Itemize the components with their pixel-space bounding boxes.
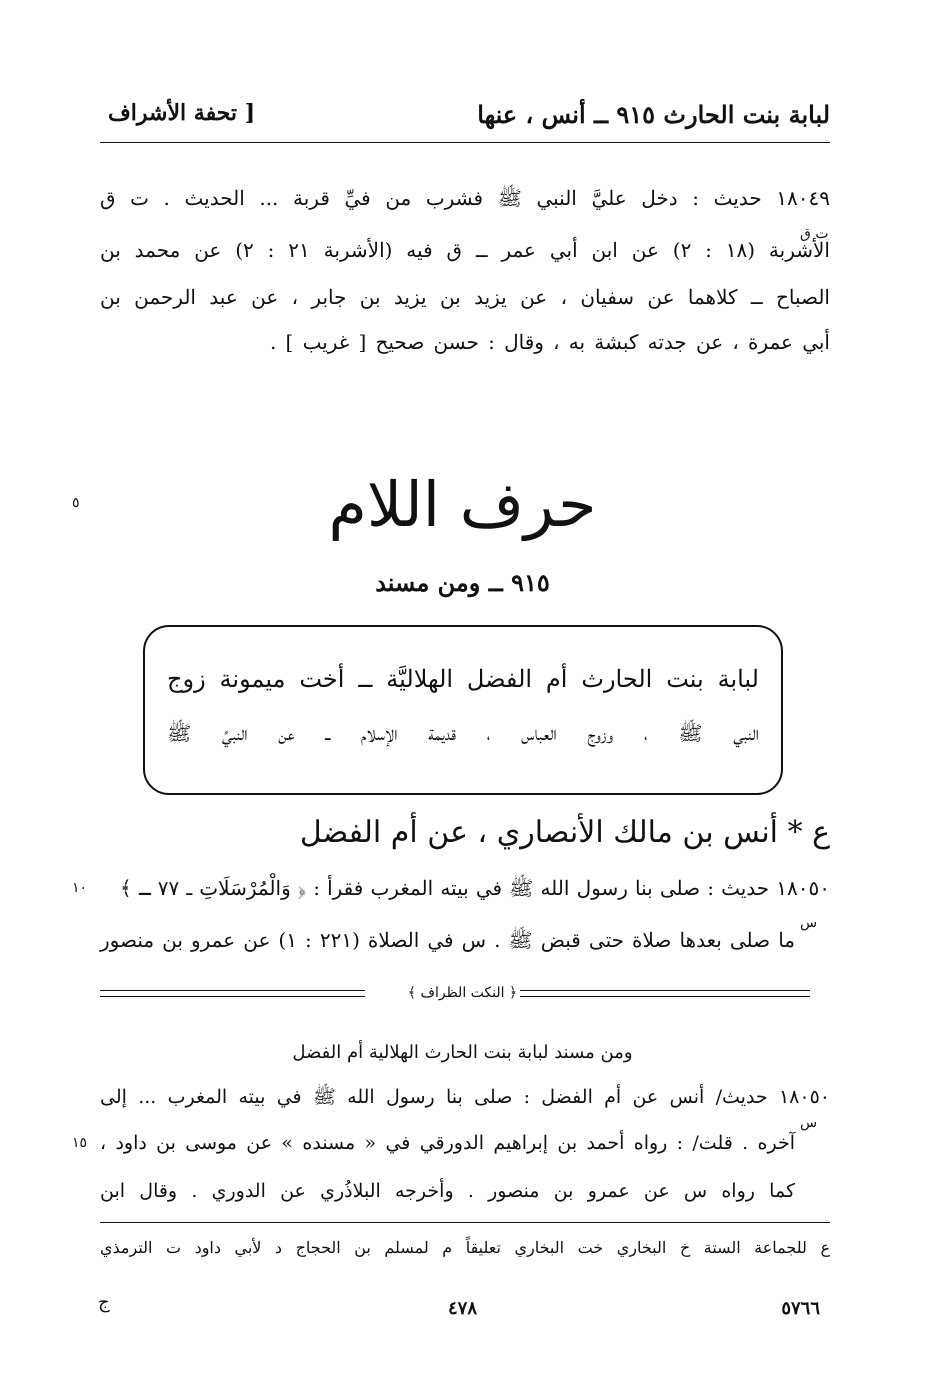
siglum: خ البخاري [616, 1238, 691, 1257]
hadith-line: الصباح ــ كلاهما عن سفيان ، عن يزيد بن يزيد بن جابر ، عن عبد الرحمن بن [100, 285, 830, 309]
margin-note: س [800, 915, 818, 931]
hadith-line: ١٨٠٥٠ حديث : صلى بنا رسول الله ﷺ في بيته المغرب فقرأ : ﴿ وَالْمُرْسَلَاتِ ـ ٧٧ ـ ﴾ [120, 876, 830, 900]
margin-note: س [800, 1115, 818, 1131]
siglum: ت الترمذي [100, 1238, 182, 1257]
nukat-line: آخره . قلت/ : رواه أحمد بن إبراهيم الدورقي في « مسنده » عن موسى بن داود ، [100, 1132, 795, 1154]
volume-page-number: ٥٧٦٦ [781, 1298, 820, 1319]
hadith-line: ما صلى بعدها صلاة حتى قبض ﷺ . س في الصلاة (٢٢١ : ١) عن عمرو بن منصور [100, 928, 796, 952]
hadith-line: ١٨٠٤٩ حديث : دخل عليَّ النبي ﷺ فشرب من فيِّ قربة ... الحديث . ت ق [100, 186, 830, 210]
narrator-mark: ع * [787, 815, 830, 850]
line-number: ١٥ [72, 1135, 88, 1151]
narrator-title: أنس بن مالك الأنصاري ، عن أم الفضل [299, 815, 779, 850]
signature-mark: ج [98, 1292, 110, 1313]
biography-line: النبي ﷺ ، وزوج العباس ، قديمة الإسلام ــ عن النبيِّ ﷺ [167, 721, 759, 745]
biography-line: لبابة بنت الحارث أم الفضل الهلاليَّة ــ أخت ميمونة زوج [167, 665, 759, 693]
nukat-line: كما رواه س عن عمرو بن منصور . وأخرجه البلاذُري عن الدوري . وقال ابن [100, 1180, 795, 1202]
nukat-label: ﴿ النكت الظراف ﴾ [407, 985, 518, 1001]
siglum: ع للجماعة الستة [703, 1238, 830, 1257]
header-rule [100, 142, 830, 143]
siglum: خت البخاري تعليقاً [465, 1238, 604, 1257]
section-title: حرف اللام [328, 468, 597, 541]
margin-note: ت ق [800, 226, 829, 242]
hadith-line: أبي عمرة ، عن جدته كبشة به ، وقال : حسن صحيح [ غريب ] . [270, 330, 830, 354]
page-number: ٤٧٨ [447, 1298, 477, 1319]
footnote-rule [100, 1222, 830, 1223]
sigla-legend [100, 1238, 830, 1257]
line-number: ٥ [72, 495, 80, 511]
siglum: د لأبي داود [194, 1238, 283, 1257]
siglum: م لمسلم بن الحجاج [295, 1238, 453, 1257]
running-header-title: لبابة بنت الحارث ٩١٥ ــ أنس ، عنها [477, 100, 830, 129]
line-number: ١٠ [72, 880, 88, 896]
narrator-heading [300, 815, 830, 850]
biography-box [143, 625, 783, 795]
musnad-heading: ٩١٥ ــ ومن مسند [375, 568, 550, 597]
running-header-book: [ تحفة الأشراف [108, 100, 256, 126]
nukat-line: ١٨٠٥٠ حديث/ أنس عن أم الفضل : صلى بنا رسول الله ﷺ في بيته المغرب ... إلى [100, 1086, 830, 1108]
hadith-line: الأشربة (١٨ : ٢) عن ابن أبي عمر ــ ق فيه (الأشربة ٢١ : ٢) عن محمد بن [100, 238, 830, 262]
nukat-heading: ومن مسند لبابة بنت الحارث الهلالية أم الفضل [292, 1042, 633, 1063]
